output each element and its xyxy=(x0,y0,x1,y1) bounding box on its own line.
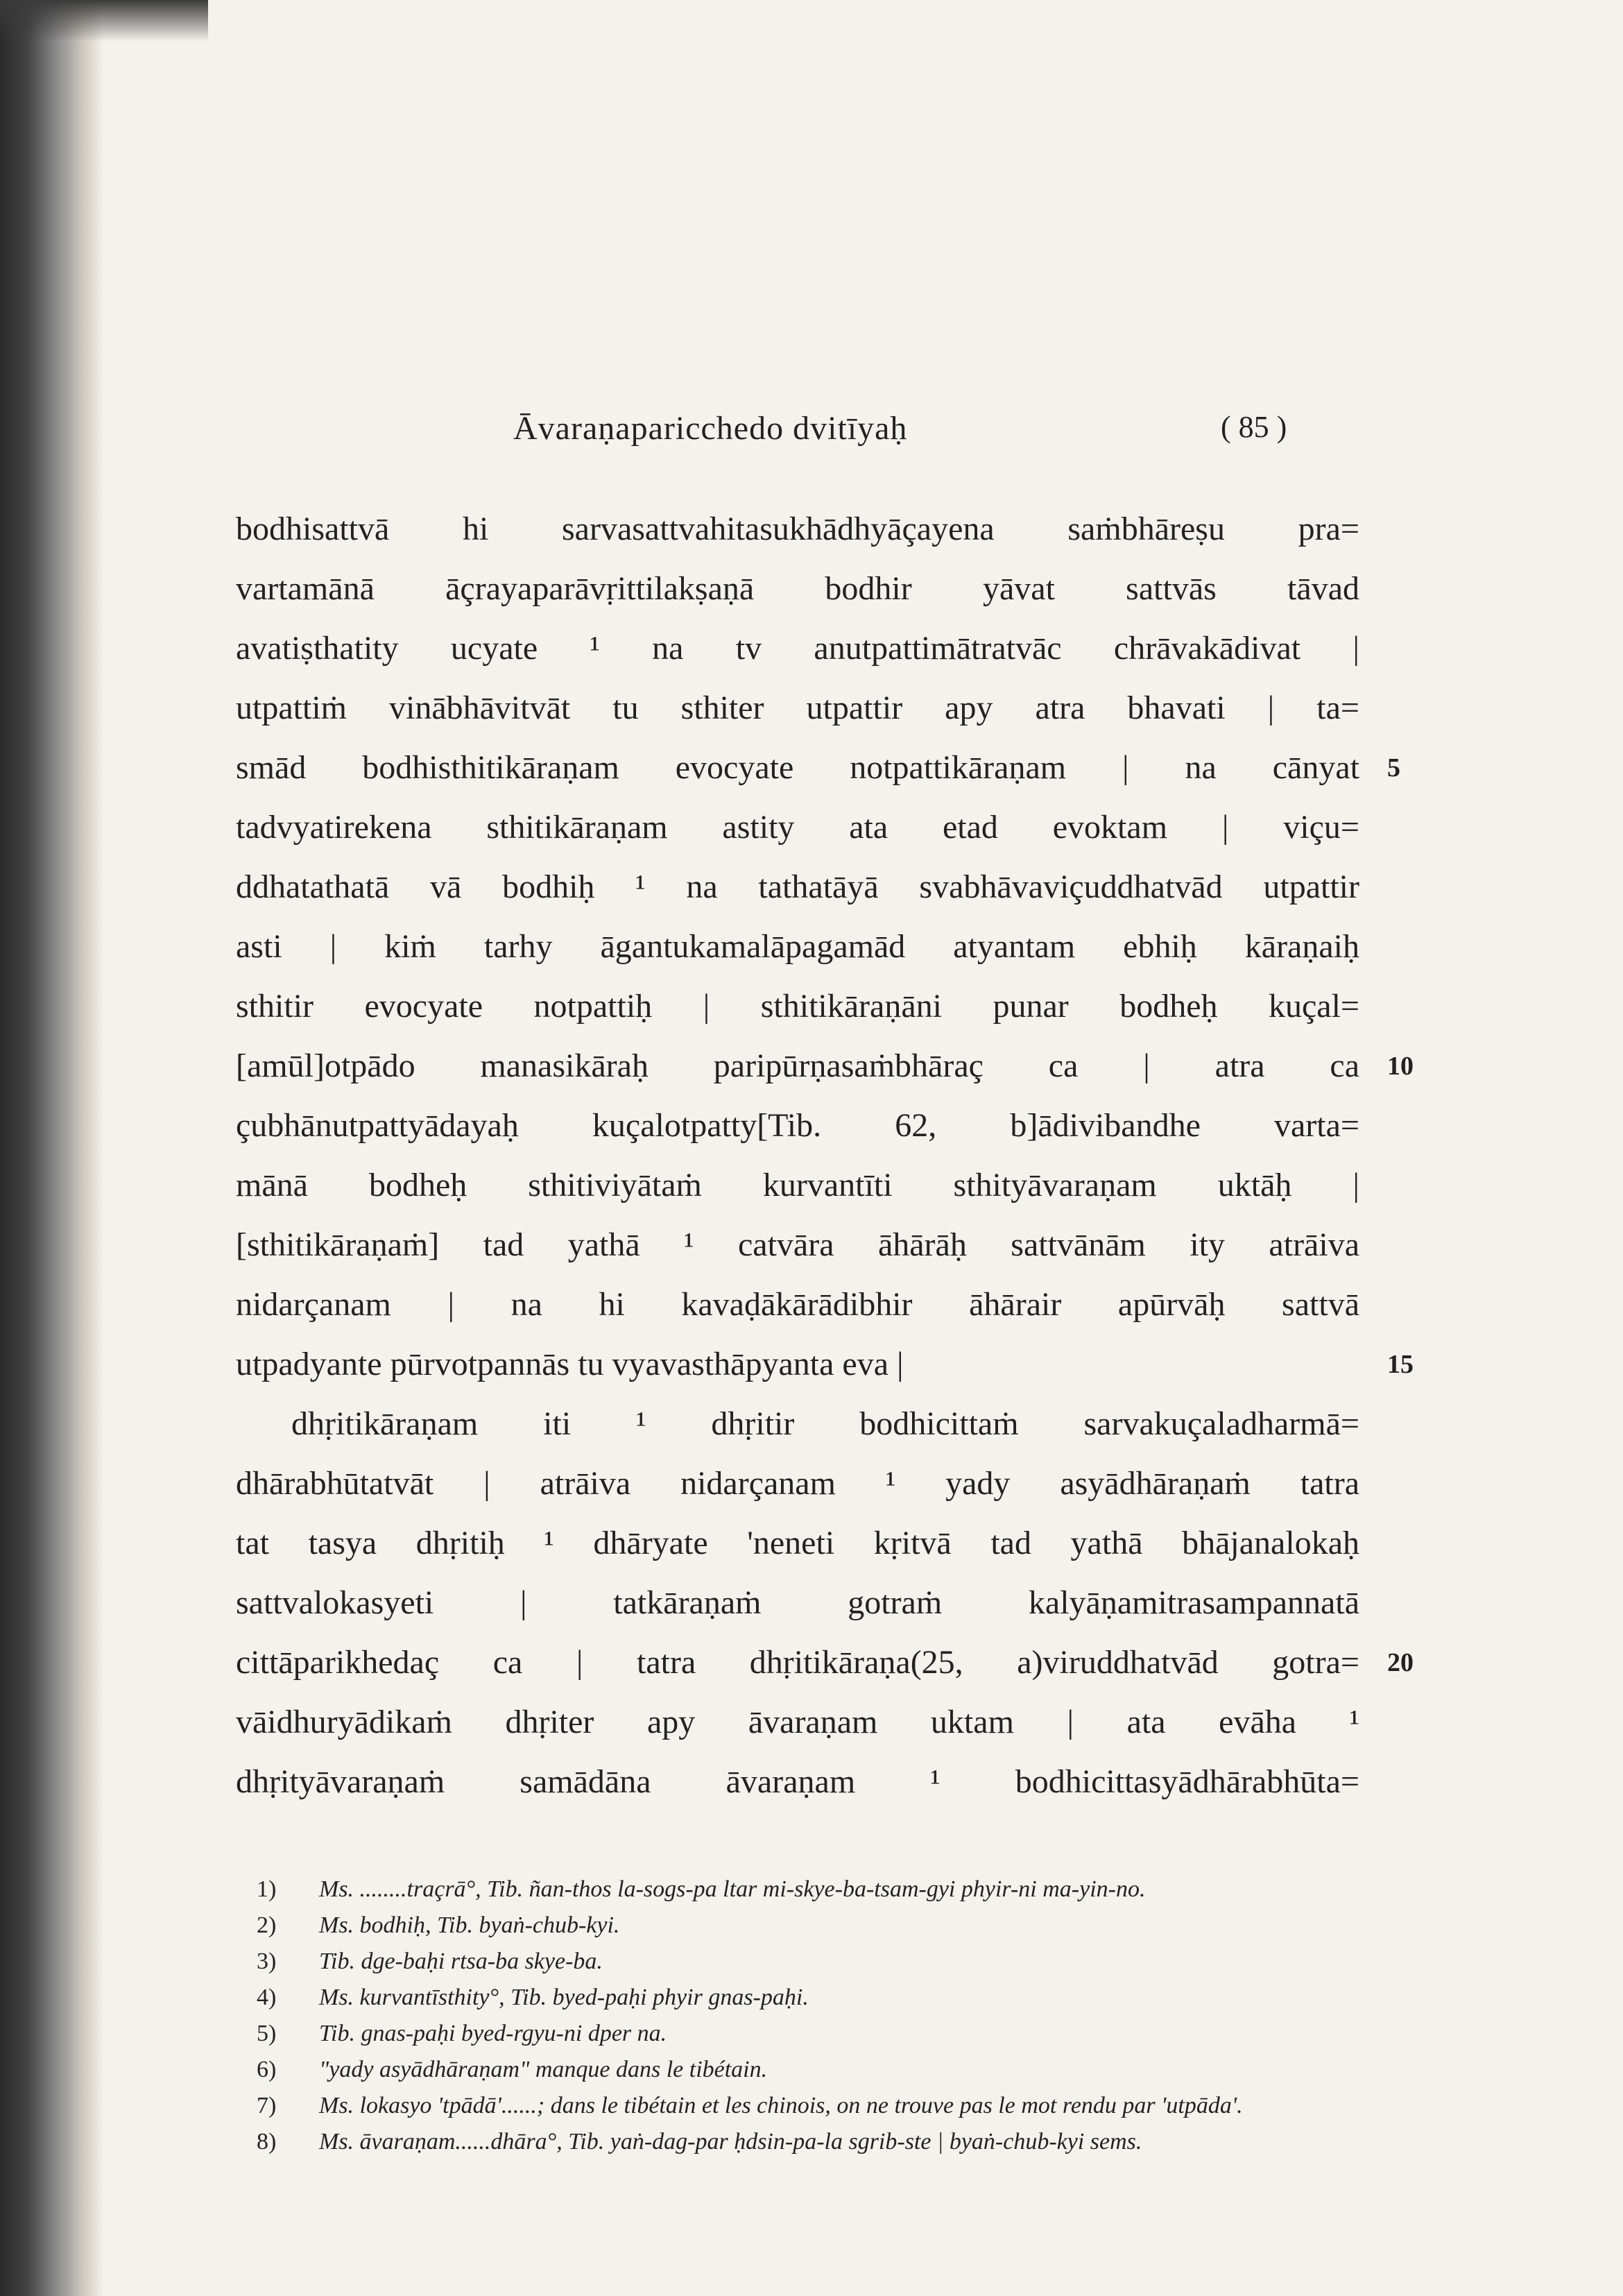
text-line-content: tat tasya dhṛitiḥ ¹ dhāryate 'neneti kṛitvā tad yathā bhājanalokaḥ xyxy=(236,1525,1359,1561)
text-line-content: asti | kiṁ tarhy āgantukamalāpagamād atyantam ebhiḥ kāraṇaiḥ xyxy=(236,928,1359,965)
text-line xyxy=(236,559,1359,619)
footnote-text: Ms. ........traçrā°, Tib. ñan-thos la-sogs-pa ltar mi-skye-ba-tsam-gyi phyir-ni ma-yin-no. xyxy=(319,1876,1146,1902)
text-line-content: nidarçanam | na hi kavaḍākārādibhir āhārair apūrvāḥ sattvā xyxy=(236,1286,1359,1323)
text-line xyxy=(236,499,1359,559)
text-line-content: bodhisattvā hi sarvasattvahitasukhādhyāçayena saṁbhāreṣu pra= xyxy=(236,511,1359,547)
footnote-marker: 7) xyxy=(257,2093,277,2118)
text-line-content: vartamānā āçrayaparāvṛittilakṣaṇā bodhir yāvat sattvās tāvad xyxy=(236,570,1359,607)
text-line-content: dhṛityāvaraṇaṁ samādāna āvaraṇam ¹ bodhicittasyādhārabhūta= xyxy=(236,1763,1359,1800)
text-line xyxy=(236,619,1359,678)
footnote xyxy=(257,2017,1366,2050)
text-line-content: çubhānutpattyādayaḥ kuçalotpatty[Tib. 62, b]ādivibandhe varta= xyxy=(236,1107,1359,1144)
text-line-content: ddhatathatā vā bodhiḥ ¹ na tathatāyā svabhāvaviçuddhatvād utpattir xyxy=(236,868,1359,905)
footnote-marker: 4) xyxy=(257,1985,277,2010)
text-line xyxy=(236,1514,1359,1573)
text-line-content: sthitir evocyate notpattiḥ | sthitikāraṇāni punar bodheḥ kuçal= xyxy=(236,988,1359,1025)
text-line-content: sattvalokasyeti | tatkāraṇaṁ gotraṁ kalyāṇamitrasampannatā xyxy=(236,1584,1359,1621)
footnote-marker: 6) xyxy=(257,2057,277,2082)
footnote-text: Tib. dge-baḥi rtsa-ba skye-ba. xyxy=(319,1948,603,1974)
footnote-marker: 2) xyxy=(257,1912,277,1938)
line-number: 10 xyxy=(1387,1052,1414,1081)
text-line xyxy=(236,1096,1359,1156)
text-line-content: mānā bodheḥ sthitiviyātaṁ kurvantīti sthityāvaraṇam uktāḥ | xyxy=(236,1167,1359,1203)
text-line xyxy=(236,738,1400,798)
main-text xyxy=(236,499,1414,1812)
footnote-marker: 8) xyxy=(257,2129,277,2154)
text-line xyxy=(236,1573,1359,1633)
footnote-marker: 3) xyxy=(257,1948,277,1974)
text-line-content: utpadyante pūrvotpannās tu vyavasthāpyanta eva | xyxy=(236,1346,904,1382)
footnote-text: Ms. lokasyo 'tpādā'......; dans le tibétain et les chinois, on ne trouve pas le mot rendu par 'utpāda'. xyxy=(319,2093,1243,2118)
scan-edge-shadow xyxy=(0,0,208,42)
line-number: 15 xyxy=(1387,1350,1414,1379)
footnote xyxy=(257,1873,1366,1906)
footnote-text: "yady asyādhāraṇam" manque dans le tibétain. xyxy=(319,2057,768,2082)
footnote-marker: 1) xyxy=(257,1876,277,1902)
footnote xyxy=(257,1909,1366,1942)
text-line xyxy=(236,798,1359,857)
text-line-content: dhārabhūtatvāt | atrāiva nidarçanam ¹ yady asyādhāraṇaṁ tatra xyxy=(236,1465,1359,1502)
text-line-content: [sthitikāraṇaṁ] tad yathā ¹ catvāra āhārāḥ sattvānām ity atrāiva xyxy=(236,1226,1359,1263)
page-number: ( 85 ) xyxy=(1221,410,1287,444)
text-line-content: vāidhuryādikaṁ dhṛiter apy āvaraṇam uktam | ata evāha ¹ xyxy=(236,1704,1359,1740)
text-line-content: [amūl]otpādo manasikāraḥ paripūrṇasaṁbhāraç ca | atra ca xyxy=(236,1047,1359,1084)
footnote-text: Tib. gnas-paḥi byed-rgyu-ni dper na. xyxy=(319,2021,667,2046)
footnote-text: Ms. bodhiḥ, Tib. byaṅ-chub-kyi. xyxy=(319,1912,620,1938)
text-line-content: avatiṣthatity ucyate ¹ na tv anutpattimātratvāc chrāvakādivat | xyxy=(236,630,1359,667)
page-header xyxy=(0,409,1623,465)
text-line xyxy=(236,1693,1359,1752)
text-line xyxy=(236,1036,1414,1096)
text-line-content: dhṛitikāraṇam iti ¹ dhṛitir bodhicittaṁ sarvakuçaladharmā= xyxy=(291,1405,1359,1442)
book-binding-shadow xyxy=(0,0,104,2296)
running-title: Āvaraṇaparicchedo dvitīyaḥ xyxy=(513,410,908,447)
text-line xyxy=(236,977,1359,1036)
footnote xyxy=(257,1981,1366,2014)
footnote-marker: 5) xyxy=(257,2021,277,2046)
text-line xyxy=(236,1156,1359,1215)
text-line xyxy=(236,857,1359,917)
footnotes xyxy=(257,1873,1366,2161)
text-line xyxy=(236,1633,1414,1693)
text-line xyxy=(236,1335,1414,1394)
footnote xyxy=(257,2089,1366,2123)
text-line-content: cittāparikhedaç ca | tatra dhṛitikāraṇa(25, a)viruddhatvād gotra= xyxy=(236,1644,1359,1681)
text-line xyxy=(236,1752,1359,1812)
footnote-text: Ms. āvaraṇam......dhāra°, Tib. yaṅ-dag-par ḥdsin-pa-la sgrib-ste | byaṅ-chub-kyi sems. xyxy=(319,2129,1142,2154)
footnote xyxy=(257,1945,1366,1978)
footnote-text: Ms. kurvantīsthity°, Tib. byed-paḥi phyir gnas-paḥi. xyxy=(319,1985,809,2010)
text-line-content: tadvyatirekena sthitikāraṇam astity ata etad evoktam | viçu= xyxy=(236,809,1359,846)
text-line xyxy=(236,1215,1359,1275)
footnote xyxy=(257,2125,1366,2159)
text-line xyxy=(236,678,1359,738)
text-line xyxy=(236,1394,1359,1454)
text-line xyxy=(236,1275,1359,1335)
text-line xyxy=(236,1454,1359,1514)
footnote xyxy=(257,2053,1366,2087)
line-number: 5 xyxy=(1387,753,1400,782)
text-line xyxy=(236,917,1359,977)
text-line-content: utpattiṁ vinābhāvitvāt tu sthiter utpattir apy atra bhavati | ta= xyxy=(236,689,1359,726)
text-line-content: smād bodhisthitikāraṇam evocyate notpattikāraṇam | na cānyat xyxy=(236,749,1359,786)
line-number: 20 xyxy=(1387,1648,1414,1677)
